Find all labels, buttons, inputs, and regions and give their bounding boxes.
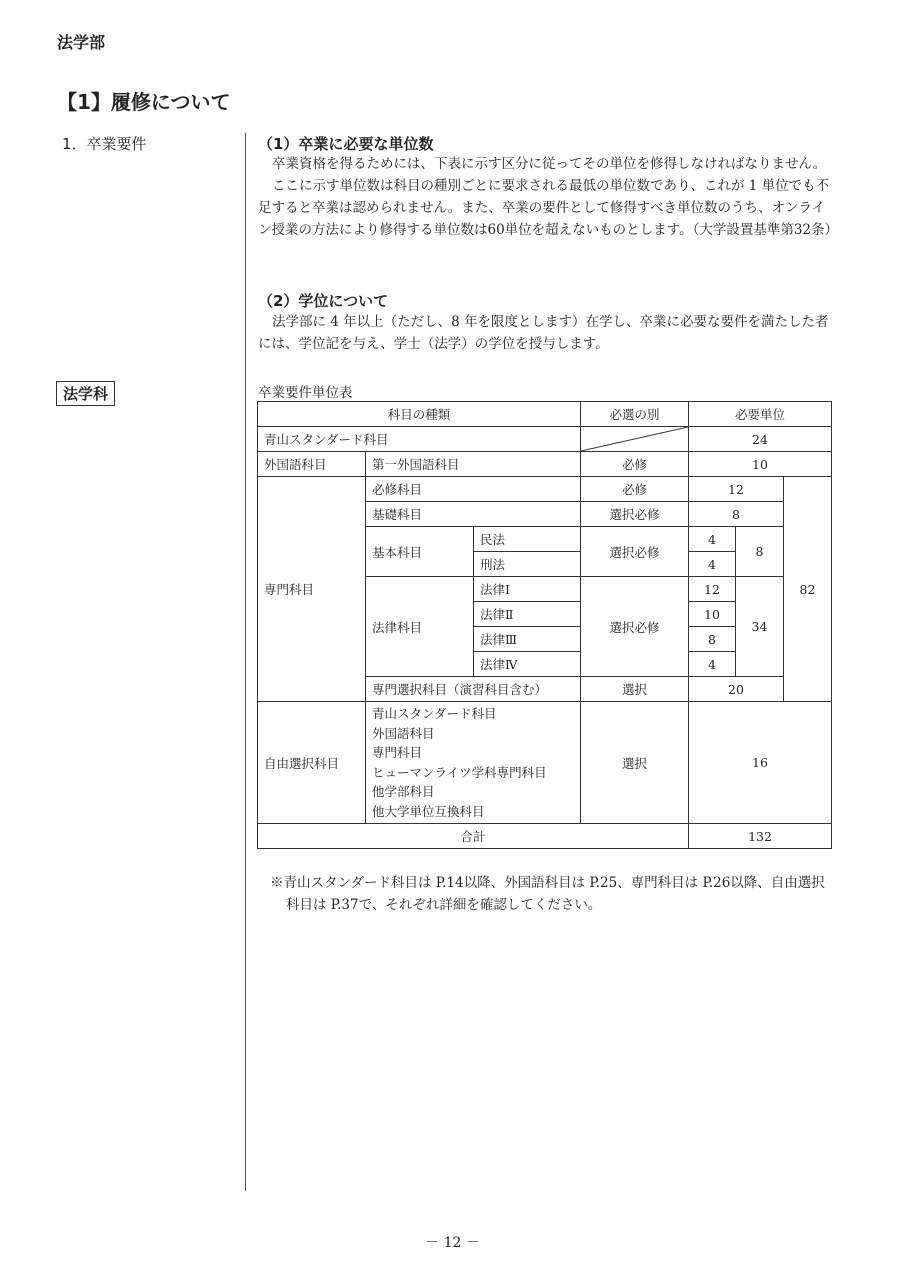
elective-req: 選択: [581, 677, 689, 702]
kihon-subtotal: 8: [736, 527, 784, 577]
law-req: 選択必修: [581, 577, 689, 677]
free-item: 外国語科目: [372, 725, 435, 741]
table-row: [258, 477, 832, 502]
elective-units: 20: [689, 677, 784, 702]
required-units: 12: [689, 477, 784, 502]
foreign-name: 第一外国語科目: [366, 452, 581, 477]
aoyama-name: 青山スタンダード科目: [258, 427, 581, 452]
column-divider: [245, 133, 246, 1191]
basic-found-units: 8: [689, 502, 784, 527]
section-title: 1．卒業要件: [62, 135, 147, 153]
subsection2-body: [258, 311, 833, 355]
page-number: － 12 －: [425, 1235, 480, 1251]
chapter-title: 【1】履修について: [57, 90, 231, 114]
table-header-row: [258, 402, 832, 427]
diagonal-line: [581, 427, 688, 451]
subsection2-title: （2）学位について: [258, 292, 389, 310]
required-name: 必修科目: [366, 477, 581, 502]
law-item-units: 10: [689, 602, 736, 627]
table-row: [258, 427, 832, 452]
foreign-units: 10: [689, 452, 832, 477]
basic-found-req: 選択必修: [581, 502, 689, 527]
note-text: ※青山スタンダード科目は P.14以降、外国語科目は P.25、専門科目は P.26以降、自由選択科目は P.37で、それぞれ詳細を確認してください。: [270, 875, 825, 913]
free-req: 選択: [581, 702, 689, 824]
department-header: 法学部: [57, 33, 106, 52]
major-label: 法学科: [56, 381, 115, 406]
table-total-row: [258, 824, 832, 849]
free-items: [366, 702, 581, 824]
header-kind: 科目の種類: [258, 402, 581, 427]
law-item-name: 法律Ⅲ: [474, 627, 581, 652]
diagonal-cell: [581, 427, 689, 452]
law-item-units: 12: [689, 577, 736, 602]
total-label: 合計: [258, 824, 689, 849]
kihon-name: 基本科目: [366, 527, 474, 577]
law-item-name: 法律Ⅱ: [474, 602, 581, 627]
aoyama-units: 24: [689, 427, 832, 452]
specialty-group: 専門科目: [258, 477, 366, 702]
table-caption: 卒業要件単位表: [258, 385, 353, 401]
subsection1-body: [258, 153, 839, 241]
free-item: 青山スタンダード科目: [372, 706, 497, 721]
kihon-req: 選択必修: [581, 527, 689, 577]
law-subtotal: 34: [736, 577, 784, 677]
free-item: 他大学単位互換科目: [372, 803, 485, 819]
law-item-name: 法律Ⅳ: [474, 652, 581, 677]
total-units: 132: [689, 824, 832, 849]
paragraph: ここに示す単位数は科目の種別ごとに要求される最低の単位数であり、これが 1 単位でも不足すると卒業は認められません。また、卒業の要件として修得すべき単位数のうち、オンライン授業の方法により修得する単位数は60単位を超えないものとします。（大学設置基準第32条）: [258, 178, 839, 238]
law-item-units: 4: [689, 652, 736, 677]
kihon-item-units: 4: [689, 552, 736, 577]
header-units: 必要単位: [689, 402, 832, 427]
kihon-item-name: 民法: [474, 527, 581, 552]
subsection1-title: （1）卒業に必要な単位数: [258, 135, 434, 153]
table-note: [270, 872, 835, 916]
graduation-requirements-table: [257, 401, 832, 849]
specialty-total: 82: [784, 477, 832, 702]
basic-found-name: 基礎科目: [366, 502, 581, 527]
foreign-req: 必修: [581, 452, 689, 477]
free-item: 専門科目: [372, 745, 423, 760]
paragraph: 卒業資格を得るためには、下表に示す区分に従ってその単位を修得しなければなりません。: [272, 156, 827, 172]
paragraph: 法学部に 4 年以上（ただし、8 年を限度とします）在学し、卒業に必要な要件を満たした者には、学位記を与え、学士（法学）の学位を授与します。: [258, 314, 829, 352]
free-group: 自由選択科目: [258, 702, 366, 824]
free-units: 16: [689, 702, 832, 824]
kihon-item-name: 刑法: [474, 552, 581, 577]
free-item: ヒューマンライツ学科専門科目: [372, 764, 547, 780]
law-item-name: 法律Ⅰ: [474, 577, 581, 602]
foreign-group: 外国語科目: [258, 452, 366, 477]
header-req: 必選の別: [581, 402, 689, 427]
table-row: [258, 702, 832, 824]
law-name: 法律科目: [366, 577, 474, 677]
table-row: [258, 452, 832, 477]
elective-name: 専門選択科目（演習科目含む）: [366, 677, 581, 702]
law-item-units: 8: [689, 627, 736, 652]
kihon-item-units: 4: [689, 527, 736, 552]
required-req: 必修: [581, 477, 689, 502]
free-item: 他学部科目: [372, 784, 435, 799]
